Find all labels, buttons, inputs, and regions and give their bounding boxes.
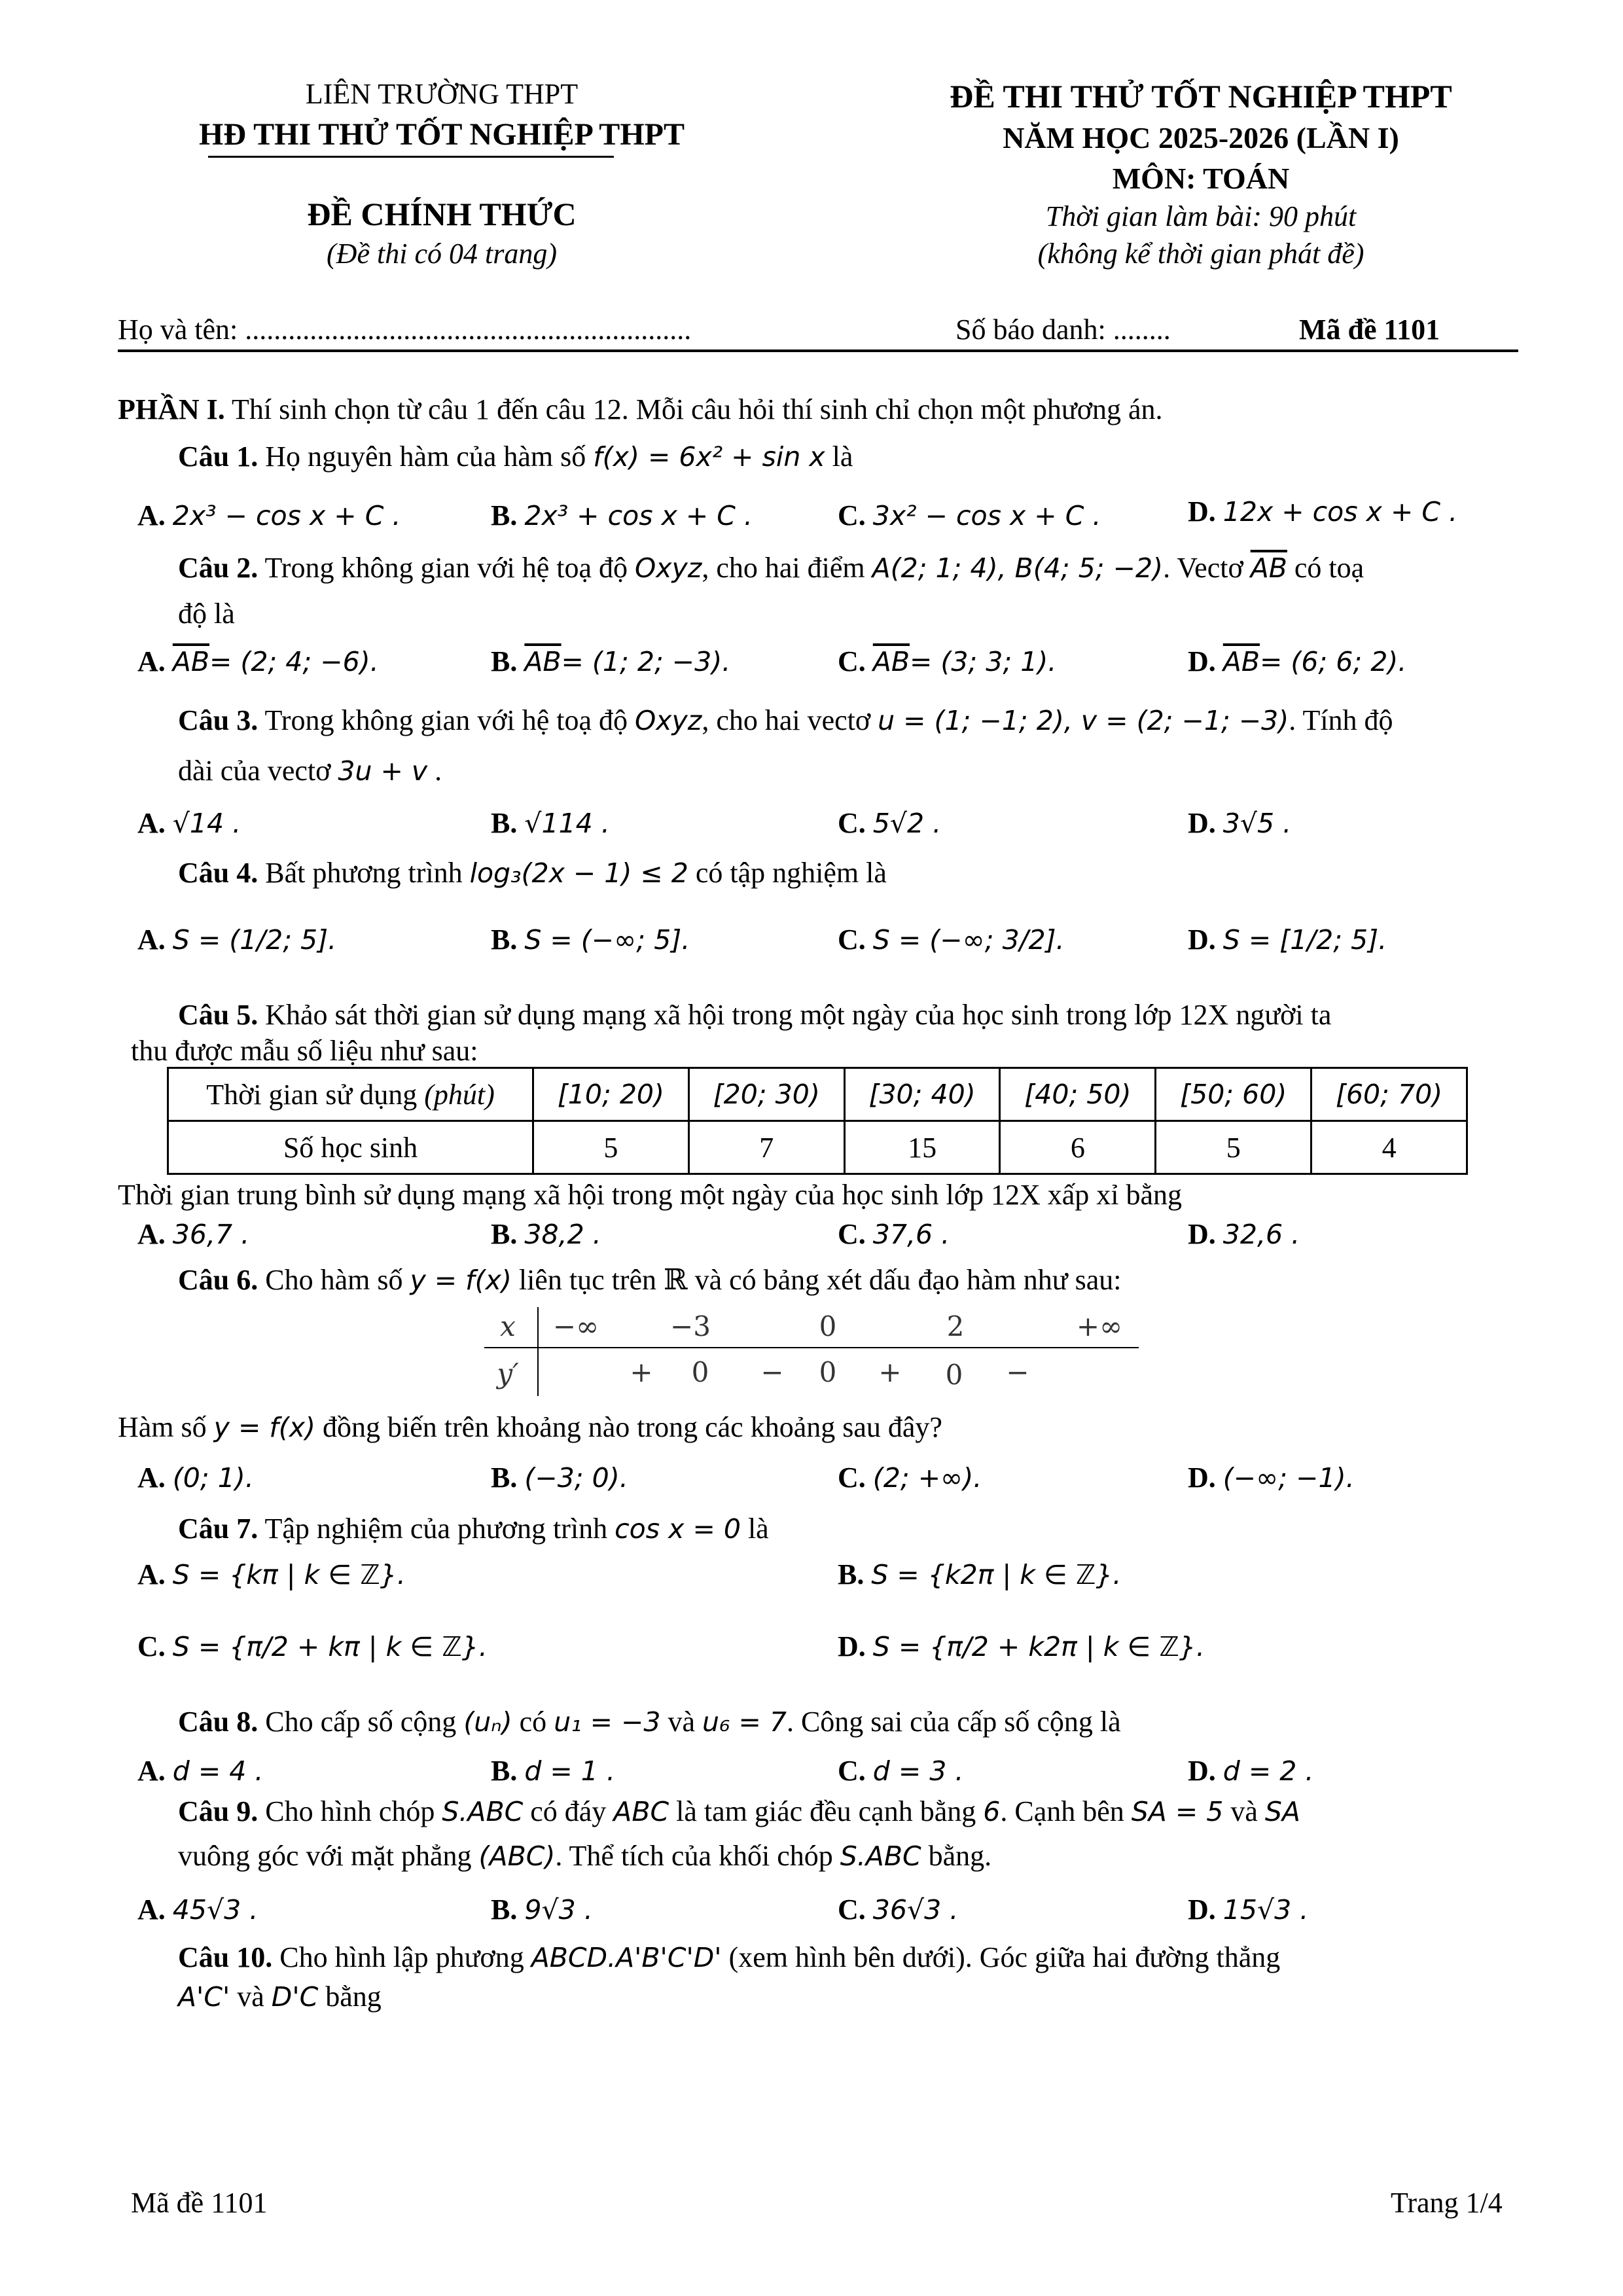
q5-interval: [10; 20) (533, 1068, 689, 1121)
sign-table-x-value: −∞ (552, 1310, 599, 1342)
sign-table-sign: 0 (945, 1359, 963, 1391)
q4-option-a[interactable]: A. S = (1/2; 5]. (137, 924, 337, 956)
q5-row1-header: Thời gian sử dụng (phút) (168, 1068, 533, 1121)
q5-interval: [60; 70) (1311, 1068, 1467, 1121)
sign-table-x-value: 2 (946, 1310, 965, 1342)
q5-option-d[interactable]: D. 32,6 . (1188, 1218, 1300, 1250)
sign-table-sign: − (760, 1356, 784, 1388)
q3-option-c[interactable]: C. 5√2 . (838, 807, 942, 839)
part1-text: Thí sinh chọn từ câu 1 đến câu 12. Mỗi câu hỏi thí sinh chỉ chọn một phương án. (232, 393, 1163, 425)
q5-question: Thời gian trung bình sử dụng mạng xã hội trong một ngày của học sinh lớp 12X xấp xỉ bằng (118, 1179, 1183, 1211)
q5-interval: [40; 50) (1000, 1068, 1156, 1121)
exam-duration-note: (không kể thời gian phát đề) (1037, 238, 1364, 270)
footer-page-number: Trang 1/4 (1391, 2187, 1503, 2219)
q8-option-a[interactable]: A. d = 4 . (137, 1755, 264, 1787)
q9-option-c[interactable]: C. 36√3 . (838, 1893, 959, 1926)
question-6: Câu 6. Cho hàm số y = f(x) liên tục trên ℝ và có bảng xét dấu đạo hàm như sau: (178, 1264, 1122, 1296)
q5-count: 5 (533, 1121, 689, 1174)
q6-option-b[interactable]: B. (−3; 0). (491, 1462, 628, 1494)
question-5: Câu 5. Khảo sát thời gian sử dụng mạng xã hội trong một ngày của học sinh trong lớp 12X người ta (178, 999, 1332, 1031)
question-8: Câu 8. Cho cấp số cộng (uₙ) có u₁ = −3 và u₆ = 7. Công sai của cấp số cộng là (178, 1706, 1121, 1738)
vector-ab: $\overline{AB}$ (1250, 552, 1287, 584)
q4-option-c[interactable]: C. S = (−∞; 3/2]. (838, 924, 1065, 956)
question-3: Câu 3. Trong không gian với hệ toạ độ Oxyz, cho hai vectơ u = (1; −1; 2), v = (2; −1; −3). Tính độ (178, 704, 1393, 736)
q6-sign-table (484, 1306, 1145, 1397)
q5-interval: [20; 30) (688, 1068, 844, 1121)
q1-label: Câu 1. (178, 440, 259, 473)
q4-option-b[interactable]: B. S = (−∞; 5]. (491, 924, 690, 956)
table-row (168, 1121, 1467, 1174)
q10-line2: A'C' và D'C bằng (178, 1981, 382, 2013)
sign-table-sign: + (878, 1356, 902, 1388)
info-divider (118, 350, 1518, 352)
q7-option-d[interactable]: D. S = {π/2 + k2π | k ∈ ℤ}. (838, 1630, 1205, 1662)
header-pages: (Đề thi có 04 trang) (327, 238, 557, 270)
q5-count: 7 (688, 1121, 844, 1174)
q7-option-a[interactable]: A. S = {kπ | k ∈ ℤ}. (137, 1558, 406, 1590)
q5-interval: [30; 40) (844, 1068, 1000, 1121)
q6-option-c[interactable]: C. (2; +∞). (838, 1462, 982, 1494)
question-9: Câu 9. Cho hình chóp S.ABC có đáy ABC là tam giác đều cạnh bằng 6. Cạnh bên SA = 5 và SA (178, 1795, 1300, 1827)
q8-option-b[interactable]: B. d = 1 . (491, 1755, 615, 1787)
sign-table-sign: − (1006, 1356, 1029, 1388)
exam-code: Mã đề 1101 (1299, 314, 1440, 346)
question-2: Câu 2. Trong không gian với hệ toạ độ Oxyz, cho hai điểm A(2; 1; 4), B(4; 5; −2). Vectơ $\overline{AB}$ có toạ (178, 552, 1364, 584)
sign-table-x-label: x (500, 1310, 516, 1342)
q1-tail: là (832, 440, 853, 473)
q7-option-b[interactable]: B. S = {k2π | k ∈ ℤ}. (838, 1558, 1122, 1590)
exam-title: ĐỀ THI THỬ TỐT NGHIỆP THPT (950, 78, 1452, 115)
q6-question: Hàm số y = f(x) đồng biến trên khoảng nào trong các khoảng sau đây? (118, 1411, 942, 1443)
q3-line2: dài của vectơ 3u + v . (178, 755, 442, 787)
q8-option-c[interactable]: C. d = 3 . (838, 1755, 964, 1787)
sign-table-x-value: +∞ (1076, 1310, 1123, 1342)
q5-row2-header: Số học sinh (168, 1121, 533, 1174)
q8-option-d[interactable]: D. d = 2 . (1188, 1755, 1314, 1787)
question-1 (178, 440, 853, 473)
q2-option-c[interactable]: C. $\overline{AB}= (3$; 3; 1). (838, 645, 1057, 677)
exam-year: NĂM HỌC 2025-2026 (LẦN I) (1003, 121, 1399, 154)
q1-option-b[interactable]: B. 2x³ + cos x + C . (491, 499, 753, 531)
q6-option-d[interactable]: D. (−∞; −1). (1188, 1462, 1355, 1494)
student-name-field: Họ và tên: .............................................................. (118, 314, 692, 346)
q3-option-d[interactable]: D. 3√5 . (1188, 807, 1292, 839)
footer-exam-code: Mã đề 1101 (131, 2187, 268, 2219)
q2-line2: độ là (178, 598, 235, 630)
q5-option-a[interactable]: A. 36,7 . (137, 1218, 250, 1250)
header-official: ĐỀ CHÍNH THỨC (307, 196, 577, 232)
q5-data-table (167, 1067, 1468, 1175)
q9-line2: vuông góc với mặt phẳng (ABC). Thể tích của khối chóp S.ABC bằng. (178, 1840, 992, 1872)
header-council: HĐ THI THỬ TỐT NGHIỆP THPT (198, 117, 685, 152)
q9-option-b[interactable]: B. 9√3 . (491, 1893, 593, 1926)
q9-option-a[interactable]: A. 45√3 . (137, 1893, 259, 1926)
q2-option-b[interactable]: B. $\overline{AB}= (1$; 2; −3). (491, 645, 731, 677)
question-7: Câu 7. Tập nghiệm của phương trình cos x = 0 là (178, 1513, 769, 1545)
q4-option-d[interactable]: D. S = [1/2; 5]. (1188, 924, 1387, 956)
q5-count: 4 (1311, 1121, 1467, 1174)
q5-count: 5 (1156, 1121, 1311, 1174)
q1-option-a[interactable]: A. 2x³ − cos x + C . (137, 499, 401, 531)
q2-option-a[interactable]: A. $\overline{AB}= (2$; 4; −6). (137, 645, 379, 677)
q3-option-b[interactable]: B. √114 . (491, 807, 610, 839)
q6-option-a[interactable]: A. (0; 1). (137, 1462, 254, 1494)
q3-option-a[interactable]: A. √14 . (137, 807, 241, 839)
sign-table-x-value: −3 (670, 1310, 711, 1342)
sign-table-sign: 0 (691, 1356, 709, 1388)
q1-option-c[interactable]: C. 3x² − cos x + C . (838, 499, 1101, 531)
sign-table-y-label: y′ (497, 1357, 519, 1390)
q5-count: 6 (1000, 1121, 1156, 1174)
q5-option-b[interactable]: B. 38,2 . (491, 1218, 601, 1250)
part1-instruction (118, 393, 1163, 426)
question-10: Câu 10. Cho hình lập phương ABCD.A'B'C'D' (xem hình bên dưới). Góc giữa hai đường thẳng (178, 1941, 1281, 1973)
q5-option-c[interactable]: C. 37,6 . (838, 1218, 950, 1250)
table-row (168, 1068, 1467, 1121)
q1-formula: f(x) = 6x² + sin x (593, 441, 825, 473)
exam-subject: MÔN: TOÁN (1112, 162, 1290, 195)
sign-table-sign: 0 (819, 1356, 837, 1388)
q5-count: 15 (844, 1121, 1000, 1174)
q1-text: Họ nguyên hàm của hàm số (265, 440, 586, 473)
q1-option-d[interactable]: D. 12x + cos x + C . (1188, 495, 1458, 528)
q7-option-c[interactable]: C. S = {π/2 + kπ | k ∈ ℤ}. (137, 1630, 488, 1662)
q5-line2: thu được mẫu số liệu như sau: (131, 1035, 478, 1067)
student-id-field: Số báo danh: ........ (955, 314, 1171, 346)
sign-table-sign: + (630, 1356, 653, 1388)
part1-label: PHẦN I. (118, 393, 225, 425)
question-4: Câu 4. Bất phương trình log₃(2x − 1) ≤ 2 có tập nghiệm là (178, 857, 887, 889)
exam-duration: Thời gian làm bài: 90 phút (1045, 200, 1357, 232)
q2-option-d[interactable]: D. $\overline{AB}= (6$; 6; 2). (1188, 645, 1407, 677)
header-school: LIÊN TRƯỜNG THPT (305, 78, 579, 110)
sign-table-x-value: 0 (819, 1310, 837, 1342)
q5-interval: [50; 60) (1156, 1068, 1311, 1121)
q9-option-d[interactable]: D. 15√3 . (1188, 1893, 1309, 1926)
header-underline (208, 156, 614, 158)
